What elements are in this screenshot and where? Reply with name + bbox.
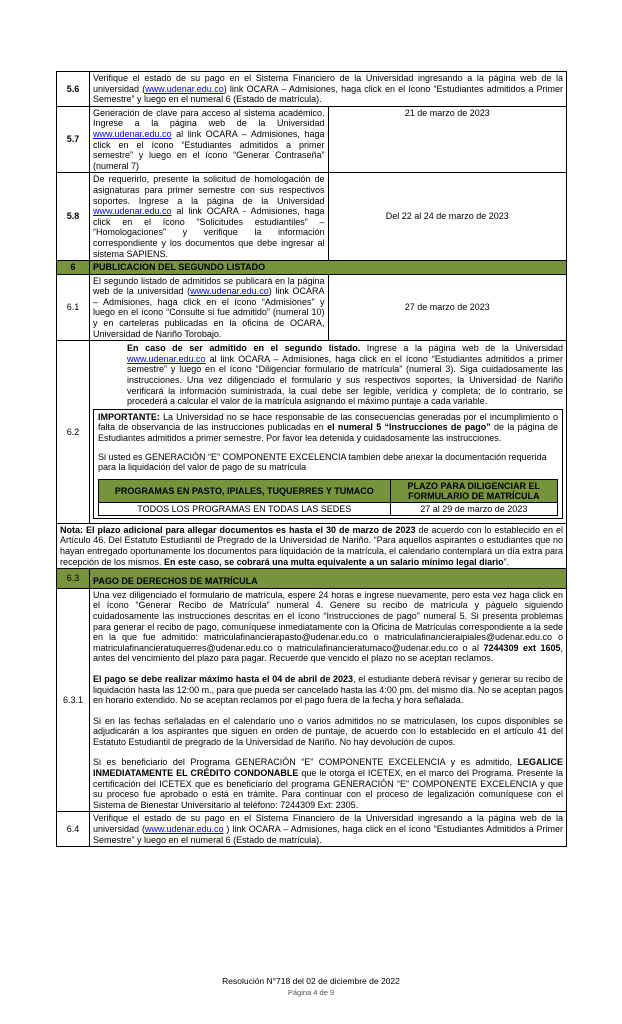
row-description [90, 72, 567, 107]
table-row [57, 72, 567, 107]
text: Ingrese a la página web de la Universidad [360, 343, 563, 354]
row-date: 21 de marzo de 2023 [328, 106, 567, 173]
row-description [90, 173, 329, 261]
text: IMPORTANTE: [98, 411, 160, 422]
udenar-link[interactable]: www.udenar.edu.co [127, 353, 206, 364]
row-number: 6.3.1 [57, 588, 90, 812]
table-row [99, 502, 558, 515]
document-page [56, 71, 567, 847]
row-number: 5.8 [57, 173, 90, 261]
text: ”. [503, 556, 510, 567]
text: que le otorga el ICETEX, en el marco del Programa. Presente la certificación del ICETEX que es beneficiario del programa GENERACIÓN “E” COMPONENTE EXCELENCIA y que su proceso fue aprobado o está en trámite. Para continuar con el proceso de legalización comuníquese con el Sistema de Bienestar Universitario al teléfono: 7244309 Ext: 2305. [93, 768, 563, 810]
note-text [57, 523, 567, 568]
section-header-row [57, 261, 567, 275]
row-description [90, 341, 567, 524]
text: 7244309 ext 1605 [483, 642, 561, 653]
text: al link OCARA – Admisiones, haga click en el ícono “Estudiantes admitidos a primer semestre” y luego en el ícono “Generar Contraseña” (numeral 7) [93, 128, 325, 171]
table-row [57, 588, 567, 812]
calendar-table [56, 71, 567, 847]
row-description [90, 812, 567, 847]
table-cell: 27 al 29 de marzo de 2023 [390, 502, 557, 515]
udenar-link[interactable]: www.udenar.edu.co [145, 83, 224, 94]
paragraph [93, 757, 563, 810]
row-description [90, 106, 329, 173]
text: ) link OCARA – Admisiones, haga click en el ícono “Admisiones” y luego en el ícono “Consulte si fue admitido” (numeral 10) y en carteleras publicadas en la oficina de OCARA, Universidad de Nariño Torobajo. [93, 286, 325, 339]
row-description [90, 274, 329, 341]
text: al link OCARA - Admisiones, haga click en el ícono “Solicitudes estudiantiles” – “Homologaciones” y verifique la información correspondiente y los documentos que debe ingresar al sistema SAPIENS. [93, 206, 325, 259]
udenar-link[interactable]: www.udenar.edu.co [93, 128, 172, 139]
text: LEGALICE INMEDIATAMENTE EL CRÉDITO CONDONABLE [93, 757, 563, 779]
paragraph [93, 590, 563, 664]
text: Si es beneficiario del Programa GENERACIÓN “E” COMPONENTE EXCELENCIA y es admitido, [93, 757, 518, 768]
text: Verifique el estado de su pago en el Sistema Financiero de la Universidad ingresando a la página web de la universidad ( [93, 73, 563, 94]
text: En caso de ser admitido en el segundo listado. [127, 343, 361, 354]
text: Nota: [60, 524, 83, 535]
important-box [93, 409, 563, 519]
row-description [90, 588, 567, 812]
text: , el estudiante deberá revisar y generar su recibo de liquidación hasta las 12:00 m., para que pueda ser cancelado hasta las 4:00 pm. del mismo día. No se aceptan pagos en horario extendido. No se aceptan reclamos por el pago fuera de la fecha y hora señalada. [93, 673, 564, 706]
table-row [57, 173, 567, 261]
udenar-link[interactable]: www.udenar.edu.co [144, 824, 224, 835]
text: Verifique el estado de su pago en el Sistema Financiero de la Universidad ingresando a la página web de la universidad ( [93, 813, 563, 835]
table-cell: TODOS LOS PROGRAMAS EN TODAS LAS SEDES [99, 502, 391, 515]
text: de la página de Estudiantes admitidos a primer semestre. Por favor lea detenida y cuidadosamente las instrucciones. [98, 422, 558, 443]
text: De requerirlo, presente la solicitud de homologación de asignaturas para primer semestre con sus respectivos soportes. Ingrese a la página de la Universidad [93, 174, 325, 206]
note-row [57, 523, 567, 568]
text: ) link OCARA – Admisiones, haga click en el ícono “Estudiantes Admitidos a Primer Semestre” y luego en el numeral 6 (Estado de matrícula). [93, 824, 563, 845]
column-header: PLAZO PARA DILIGENCIAR EL FORMULARIO DE MATRÍCULA [390, 479, 557, 502]
text: La Universidad no se hace responsable de las consecuencias generadas por el incumplimiento o falta de observancia de las instrucciones publicadas en [98, 411, 558, 433]
generation-e-paragraph: Si usted es GENERACIÓN “E” COMPONENTE EXCELENCIA también debe anexar la documentación requerida para la liquidación del valor de pago de su matrícula [98, 451, 547, 473]
text: al link OCARA – Admisiones, haga click en el ícono “Estudiantes admitidos a primer semestre” y luego en el ícono “Diligenciar formulario de matrícula” (numeral 3). Siga cuidadosamente las instrucciones. Una vez diligenciado el formulario y sus respectivos soportes, la Universidad de Nariño verificará la información suministrada, la cual debe ser legible, verídica y completa; de lo contrario, se procederá a calcular el valor de la matrícula asignando el máximo puntaje a cada variable. [127, 353, 563, 407]
table-row [99, 479, 558, 502]
paragraph: Si en las fechas señaladas en el calendario uno o varios admitidos no se matriculasen, los cupos disponibles se adjudicarán a los aspirantes que siguen en orden de puntaje, de acuerdo con lo establecido en el artículo 41 del Estatuto Estudiantil de pregrado de la Universidad de Nariño. No hay devolución de cupos. [93, 715, 563, 747]
section-number: 6 [57, 261, 90, 275]
udenar-link[interactable]: www.udenar.edu.co [93, 206, 172, 217]
section-title: PAGO DE DERECHOS DE MATRÍCULA [90, 569, 567, 589]
admission-paragraph [93, 343, 563, 407]
section-title: PUBLICACION DEL SEGUNDO LISTADO [90, 261, 567, 275]
text: El pago se debe realizar máximo hasta el 04 de abril de 2023 [93, 673, 354, 684]
section-number: 6.3 [57, 569, 90, 589]
text: El segundo listado de admitidos se publicará en la página web de la universidad ( [93, 275, 325, 297]
important-paragraph [98, 412, 558, 444]
text: , antes del vencimiento del plazo para pagar. Recuerde que vencido el plazo no se aceptan reclamos. [93, 642, 563, 664]
udenar-link[interactable]: www.udenar.edu.co [190, 286, 269, 297]
row-date: Del 22 al 24 de marzo de 2023 [328, 173, 567, 261]
table-row [57, 274, 567, 341]
row-number: 6.1 [57, 274, 90, 341]
table-row [57, 106, 567, 173]
page-number: Página 4 de 9 [287, 988, 335, 997]
text: de acuerdo con lo establecido en el Artículo 46. Del Estatuto Estudiantil de Pregrado de la Universidad de Nariño. “Para aquellos aspirantes o estudiantes que no hayan entregado oportunamente los documentos para liquidación de la matrícula, el calendario contemplará un día extra para recepción de los mismos. [60, 524, 563, 567]
text: Una vez diligenciado el formulario de matrícula, espere 24 horas e ingrese nuevamente, pero esta vez haga click en el ícono “Generar Recibo de Matrícula” numeral 4. Genere su recibo de matrícula y páguelo siguiendo cuidadosamente las instrucciones descritas en el ícono “Instrucciones de pago” numeral 5. Si presenta problemas para generar el recibo de pago, comuníquese inmediatamente con la Oficina de Matrículas correspondiente a la sede en la que fue admitido: matriculafinancierapasto@udenar.edu.co o matriculafinancieraipiales@udenar.edu.co o matriculafinancieratuquerres@udenar.edu.co o matriculafinancieratumaco@udenar.edu.co o al [93, 589, 563, 653]
text: El plazo adicional para allegar documentos es hasta el 30 de marzo de 2023 [83, 524, 416, 535]
resolution-text: Resolución N°718 del 02 de diciembre de 2022 [222, 976, 400, 986]
row-date: 27 de marzo de 2023 [328, 274, 567, 341]
row-number: 6.2 [57, 341, 90, 524]
paragraph [93, 674, 563, 706]
text: el numeral 5 “Instrucciones de pago” [327, 422, 491, 433]
row-number: 5.6 [57, 72, 90, 107]
deadline-table [98, 479, 558, 516]
table-row [57, 812, 567, 847]
text: En este caso, se cobrará una multa equivalente a un salario mínimo legal diario [164, 556, 504, 567]
column-header: PROGRAMAS EN PASTO, IPIALES, TUQUERRES Y TUMACO [99, 479, 391, 502]
text: Generación de clave para acceso al sistema académico. Ingrese a la página web de la Universidad [93, 107, 325, 129]
row-number: 6.4 [57, 812, 90, 847]
row-number: 5.7 [57, 106, 90, 173]
table-row [57, 341, 567, 524]
section-header-row [57, 569, 567, 589]
text: ) link OCARA – Admisiones, haga click en el ícono “Estudiantes admitidos a Primer Semestre” y luego en el numeral 6 (Estado de matrícula). [93, 83, 563, 105]
